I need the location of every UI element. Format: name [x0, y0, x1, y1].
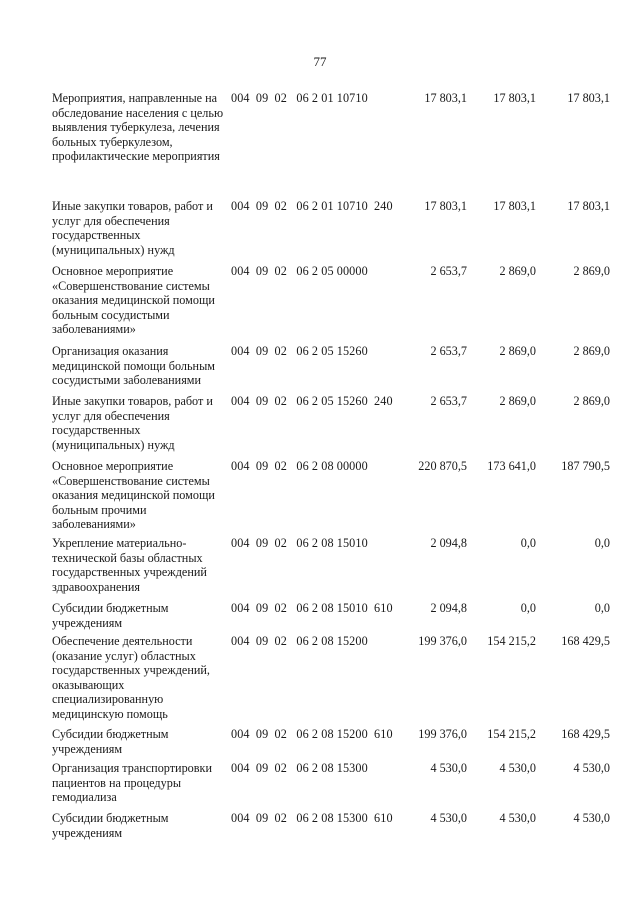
- row-value-year-1: 17 803,1: [424, 199, 467, 213]
- page-number: 77: [313, 54, 327, 69]
- row-value-year-2: 0,0: [520, 601, 536, 615]
- row-codes: 004 09 02 06 2 08 15300 610: [231, 811, 393, 825]
- row-name: Субсидии бюджетным учреждениям: [52, 601, 169, 630]
- row-value-year-1: 2 094,8: [430, 536, 467, 550]
- row-value-year-3: 0,0: [594, 601, 610, 615]
- row-value-year-2: 154 215,2: [487, 634, 536, 648]
- row-value-year-2: 17 803,1: [493, 91, 536, 105]
- row-codes: 004 09 02 06 2 08 00000: [231, 459, 368, 473]
- row-value-year-3: 4 530,0: [573, 811, 610, 825]
- row-value-year-2: 2 869,0: [499, 394, 536, 408]
- row-name: Субсидии бюджетным учреждениям: [52, 811, 169, 840]
- row-value-year-2: 0,0: [520, 536, 536, 550]
- row-name: Субсидии бюджетным учреждениям: [52, 727, 169, 756]
- row-value-year-2: 17 803,1: [493, 199, 536, 213]
- row-name: Укрепление материально-технической базы областных государственных учреждений здравоохранения: [52, 536, 207, 594]
- row-name: Иные закупки товаров, работ и услуг для обеспечения государственных (муниципальных) нужд: [52, 394, 213, 452]
- row-name: Мероприятия, направленные на обследование населения с целью выявления туберкулеза, лечения больных туберкулезом, профилактические мероприятия: [52, 91, 224, 164]
- row-name: Иные закупки товаров, работ и услуг для обеспечения государственных (муниципальных) нужд: [52, 199, 213, 257]
- row-value-year-3: 4 530,0: [573, 761, 610, 775]
- row-value-year-3: 2 869,0: [573, 394, 610, 408]
- row-name: Обеспечение деятельности (оказание услуг) областных государственных учреждений, оказывающих специализированную медицинскую помощь: [52, 634, 210, 721]
- row-codes: 004 09 02 06 2 08 15010: [231, 536, 368, 550]
- row-codes: 004 09 02 06 2 08 15010 610: [231, 601, 393, 615]
- row-codes: 004 09 02 06 2 01 10710: [231, 91, 368, 105]
- row-value-year-2: 2 869,0: [499, 264, 536, 278]
- row-value-year-3: 0,0: [594, 536, 610, 550]
- row-value-year-2: 4 530,0: [499, 761, 536, 775]
- row-value-year-1: 199 376,0: [418, 634, 467, 648]
- row-name: Основное мероприятие «Совершенствование системы оказания медицинской помощи больным сосудистыми заболеваниями»: [52, 264, 215, 337]
- row-value-year-1: 4 530,0: [430, 761, 467, 775]
- row-value-year-2: 2 869,0: [499, 344, 536, 358]
- row-codes: 004 09 02 06 2 01 10710 240: [231, 199, 393, 213]
- row-value-year-1: 17 803,1: [424, 91, 467, 105]
- row-value-year-1: 2 653,7: [430, 264, 467, 278]
- row-name: Организация оказания медицинской помощи больным сосудистыми заболеваниями: [52, 344, 215, 388]
- row-value-year-3: 168 429,5: [561, 727, 610, 741]
- row-value-year-3: 168 429,5: [561, 634, 610, 648]
- row-name: Основное мероприятие «Совершенствование системы оказания медицинской помощи больным прочими заболеваниями»: [52, 459, 215, 532]
- row-codes: 004 09 02 06 2 08 15200: [231, 634, 368, 648]
- row-value-year-1: 220 870,5: [418, 459, 467, 473]
- row-codes: 004 09 02 06 2 05 15260: [231, 344, 368, 358]
- row-value-year-1: 2 094,8: [430, 601, 467, 615]
- row-value-year-3: 17 803,1: [567, 199, 610, 213]
- row-codes: 004 09 02 06 2 05 00000: [231, 264, 368, 278]
- row-value-year-1: 2 653,7: [430, 394, 467, 408]
- row-codes: 004 09 02 06 2 05 15260 240: [231, 394, 393, 408]
- row-value-year-2: 154 215,2: [487, 727, 536, 741]
- row-value-year-2: 173 641,0: [487, 459, 536, 473]
- row-value-year-1: 2 653,7: [430, 344, 467, 358]
- row-name: Организация транспортировки пациентов на процедуры гемодиализа: [52, 761, 212, 805]
- row-value-year-3: 2 869,0: [573, 264, 610, 278]
- row-value-year-1: 199 376,0: [418, 727, 467, 741]
- row-value-year-2: 4 530,0: [499, 811, 536, 825]
- row-value-year-3: 2 869,0: [573, 344, 610, 358]
- row-value-year-3: 187 790,5: [561, 459, 610, 473]
- row-value-year-3: 17 803,1: [567, 91, 610, 105]
- row-codes: 004 09 02 06 2 08 15200 610: [231, 727, 393, 741]
- row-value-year-1: 4 530,0: [430, 811, 467, 825]
- row-codes: 004 09 02 06 2 08 15300: [231, 761, 368, 775]
